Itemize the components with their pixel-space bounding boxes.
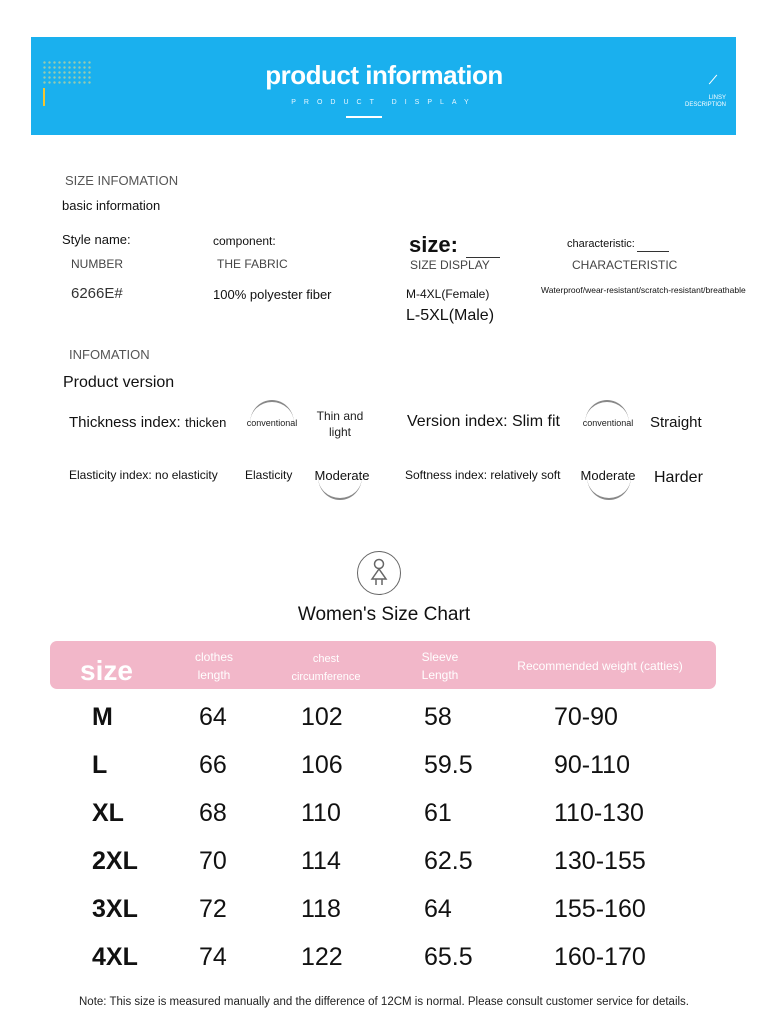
header-clothes-length-line2: length — [197, 668, 231, 682]
row-weight: 130-155 — [554, 847, 646, 875]
thickness-label: Thickness index: — [69, 414, 181, 431]
row-sleeve: 65.5 — [424, 943, 473, 971]
header-sleeve — [400, 648, 480, 684]
row-length: 70 — [199, 847, 227, 875]
size-value-male: L-5XL(Male) — [406, 307, 495, 324]
row-sleeve: 61 — [424, 799, 452, 827]
row-weight: 110-130 — [554, 799, 644, 827]
softness-option-moderate: Moderate — [580, 468, 636, 483]
header-clothes-length — [174, 648, 254, 684]
row-length: 64 — [199, 703, 227, 731]
row-sleeve: 62.5 — [424, 847, 473, 875]
row-size: L — [92, 751, 108, 779]
row-length: 74 — [199, 943, 227, 971]
row-length: 72 — [199, 895, 227, 923]
header-size: size — [80, 655, 133, 686]
characteristic-underline — [637, 251, 669, 252]
row-sleeve: 64 — [424, 895, 452, 923]
thickness-value: thicken — [185, 415, 227, 430]
brand-line-2: DESCRIPTION — [684, 102, 726, 108]
characteristic-sub: CHARACTERISTIC — [572, 258, 678, 272]
size-note: Note: This size is measured manually and the difference of 12CM is normal. Please consult customer service for details. — [79, 996, 689, 1008]
row-weight: 160-170 — [554, 943, 646, 971]
elasticity-option-elasticity: Elasticity — [245, 468, 293, 482]
style-name-label: Style name: — [62, 232, 131, 247]
row-sleeve: 58 — [424, 703, 452, 731]
version-option-conventional: conventional — [582, 418, 634, 428]
row-chest: 102 — [301, 703, 343, 731]
thickness-index — [69, 414, 226, 432]
row-size: XL — [92, 799, 124, 827]
header-clothes-length-line1: clothes — [194, 650, 234, 664]
brand-label — [660, 95, 726, 109]
softness-option-harder: Harder — [654, 469, 703, 486]
component-sub: THE FABRIC — [217, 257, 288, 271]
person-icon — [357, 551, 401, 595]
component-label: component: — [213, 234, 276, 248]
thickness-option-conventional: conventional — [246, 418, 298, 428]
characteristic-value: Waterproof/wear-resistant/scratch-resistant/breathable — [541, 285, 746, 295]
size-value-female: M-4XL(Female) — [406, 287, 490, 301]
row-sleeve: 59.5 — [424, 751, 473, 779]
row-chest: 118 — [301, 895, 341, 923]
product-version-title: Product version — [63, 374, 175, 391]
title-underline — [346, 116, 382, 118]
header-chest-line2: circumference — [291, 671, 361, 683]
person-icon-glyph — [358, 552, 400, 594]
basic-info-subheading: basic information — [62, 198, 161, 213]
version-label: Version index: Slim fit — [407, 413, 560, 430]
header-sleeve-line1: Sleeve — [421, 650, 459, 664]
row-size: 2XL — [92, 847, 138, 875]
style-name-value: 6266E# — [71, 285, 123, 302]
softness-label: Softness index: relatively soft — [405, 468, 561, 482]
elasticity-label: Elasticity index: no elasticity — [69, 468, 218, 482]
component-value: 100% polyester fiber — [213, 287, 332, 302]
row-size: 3XL — [92, 895, 138, 923]
thickness-option-thin-line2: light — [328, 425, 351, 439]
size-label-wrap — [409, 232, 500, 258]
row-length: 66 — [199, 751, 227, 779]
header-chest-line1: chest — [312, 653, 340, 665]
size-chart-title: Women's Size Chart — [297, 604, 471, 625]
brand-line-1: LINSY — [708, 95, 726, 101]
version-option-straight: Straight — [650, 414, 702, 431]
size-label: size: — [409, 232, 458, 257]
elasticity-option-moderate: Moderate — [314, 468, 370, 483]
characteristic-label: characteristic: — [567, 238, 635, 250]
row-weight: 90-110 — [554, 751, 630, 779]
infomation-heading: INFOMATION — [69, 347, 150, 362]
page-title: product information — [265, 60, 503, 90]
header-chest — [280, 650, 372, 686]
row-chest: 106 — [301, 751, 343, 779]
characteristic-label-wrap — [567, 234, 669, 252]
size-info-heading: SIZE INFOMATION — [65, 173, 179, 188]
row-weight: 155-160 — [554, 895, 646, 923]
row-weight: 70-90 — [554, 703, 618, 731]
row-size: M — [92, 703, 113, 731]
row-chest: 122 — [301, 943, 343, 971]
page-subtitle: PRODUCT DISPLAY — [291, 99, 477, 106]
header-sleeve-line2: Length — [421, 668, 459, 682]
size-sub: SIZE DISPLAY — [410, 258, 490, 272]
thickness-option-thin-line1: Thin and — [316, 409, 364, 423]
row-size: 4XL — [92, 943, 138, 971]
row-chest: 114 — [301, 847, 341, 875]
row-chest: 110 — [301, 799, 341, 827]
row-length: 68 — [199, 799, 227, 827]
thickness-option-thin — [312, 408, 368, 440]
header-weight: Recommended weight (catties) — [517, 659, 683, 673]
style-name-sub: NUMBER — [71, 257, 124, 271]
